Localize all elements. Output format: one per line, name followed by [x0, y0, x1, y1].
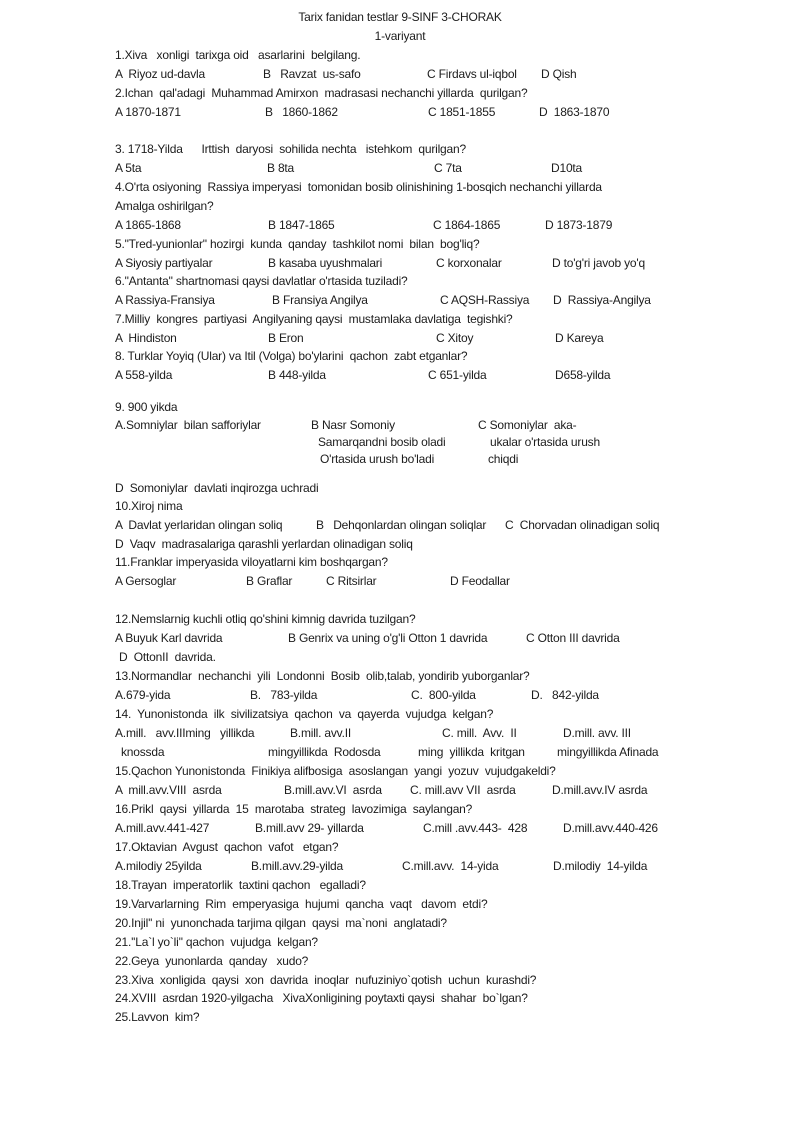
text-segment: A 1865-1868 — [115, 218, 181, 232]
text-line — [0, 897, 800, 913]
text-line — [0, 954, 800, 970]
text-segment: A Davlat yerlaridan olingan soliq — [115, 518, 283, 532]
text-line — [0, 764, 800, 780]
text-segment: C 651-yilda — [428, 368, 487, 382]
text-line — [0, 612, 800, 628]
text-segment: D.milodiy 14-yilda — [553, 859, 648, 873]
text-segment: A Rassiya-Fransiya — [115, 293, 215, 307]
text-line — [0, 518, 800, 534]
text-line — [0, 293, 800, 309]
text-segment: D Feodallar — [450, 574, 510, 588]
text-segment: 11.Franklar imperyasida viloyatlarni kim boshqargan? — [115, 555, 388, 569]
text-line — [0, 650, 800, 666]
text-segment: B 1847-1865 — [268, 218, 335, 232]
text-segment: 4.O'rta osiyoning Rassiya imperyasi tomonidan bosib olinishining 1-bosqich nechanchi yillarda — [115, 180, 602, 194]
text-segment: C. 800-yilda — [411, 688, 476, 702]
text-line — [0, 274, 800, 290]
text-segment: 18.Trayan imperatorlik taxtini qachon egalladi? — [115, 878, 366, 892]
text-line — [0, 218, 800, 234]
text-line — [0, 481, 800, 497]
text-segment: C. mill.avv VII asrda — [410, 783, 516, 797]
text-segment: 1.Xiva xonligi tarixga oid asarlarini belgilang. — [115, 48, 361, 62]
text-segment: 23.Xiva xonligida qaysi xon davrida inoqlar nufuziniyo`qotish uchun kurashdi? — [115, 973, 537, 987]
text-line — [0, 555, 800, 571]
text-segment: C Xitoy — [436, 331, 474, 345]
text-line — [0, 161, 800, 177]
text-segment: 19.Varvarlarning Rim emperyasiga hujumi qancha vaqt davom etdi? — [115, 897, 488, 911]
text-line — [0, 199, 800, 215]
text-segment: C 1851-1855 — [428, 105, 496, 119]
text-line — [0, 916, 800, 932]
text-segment: B Eron — [268, 331, 304, 345]
text-segment: A 1870-1871 — [115, 105, 181, 119]
text-segment: D.mill.avv.IV asrda — [552, 783, 648, 797]
text-line — [0, 48, 800, 64]
text-line — [0, 859, 800, 875]
text-segment: D Vaqv madrasalariga qarashli yerlardan olinadigan soliq — [115, 537, 413, 551]
text-segment: C Chorvadan olinadigan soliq — [505, 518, 660, 532]
text-line — [0, 331, 800, 347]
text-segment: A 558-yilda — [115, 368, 173, 382]
text-line — [0, 537, 800, 553]
text-segment: D. 842-yilda — [531, 688, 599, 702]
text-segment: 20.Injil'' ni yunonchada tarjima qilgan qaysi ma`noni anglatadi? — [115, 916, 447, 930]
text-segment: 3. 1718-Yilda Irttish daryosi sohilida nechta istehkom qurilgan? — [115, 142, 466, 156]
text-segment: 9. 900 yikda — [115, 400, 178, 414]
text-segment: A Buyuk Karl davrida — [115, 631, 223, 645]
text-line — [0, 973, 800, 989]
text-segment: D.mill. avv. III — [563, 726, 631, 740]
text-line — [0, 418, 800, 434]
text-segment: A 5ta — [115, 161, 142, 175]
text-line — [0, 312, 800, 328]
text-segment: C 7ta — [434, 161, 462, 175]
text-segment: A mill.avv.VIII asrda — [115, 783, 222, 797]
text-segment: 25.Lavvon kim? — [115, 1010, 200, 1024]
text-segment: 10.Xiroj nima — [115, 499, 183, 513]
text-segment: 13.Normandlar nechanchi yili Londonni Bosib olib,talab, yondirib yuborganlar? — [115, 669, 530, 683]
text-segment: C AQSH-Rassiya — [440, 293, 530, 307]
text-segment: A Gersoglar — [115, 574, 177, 588]
text-segment: D 1863-1870 — [539, 105, 610, 119]
text-segment: 22.Geya yunonlarda qanday xudo? — [115, 954, 309, 968]
text-line — [0, 707, 800, 723]
text-segment: D to'g'ri javob yo'q — [552, 256, 645, 270]
text-segment: 17.Oktavian Avgust qachon vafot etgan? — [115, 840, 339, 854]
text-segment: Amalga oshirilgan? — [115, 199, 214, 213]
text-segment: B Nasr Somoniy — [311, 418, 395, 432]
text-segment: 8. Turklar Yoyiq (Ular) va Itil (Volga) bo'ylarini qachon zabt etganlar? — [115, 349, 468, 363]
text-segment: A.mill. avv.IIIming yillikda — [115, 726, 255, 740]
text-line — [0, 669, 800, 685]
text-segment: ukalar o'rtasida urush — [490, 435, 600, 449]
text-segment: A.679-yida — [115, 688, 171, 702]
text-segment: 6."Antanta" shartnomasi qaysi davlatlar o'rtasida tuziladi? — [115, 274, 408, 288]
text-segment: B.mill.avv.VI asrda — [284, 783, 382, 797]
text-line — [0, 821, 800, 837]
text-line — [0, 726, 800, 742]
text-segment: C.mill.avv. 14-yida — [402, 859, 499, 873]
text-segment: Samarqandni bosib oladi — [318, 435, 446, 449]
text-segment: A.mill.avv.441-427 — [115, 821, 210, 835]
text-segment: chiqdi — [488, 452, 519, 466]
text-segment: A.Somniylar bilan safforiylar — [115, 418, 261, 432]
text-segment: B 1860-1862 — [265, 105, 338, 119]
text-segment: 24.XVIII asrdan 1920-yilgacha XivaXonligining poytaxti qaysi shahar bo`lgan? — [115, 991, 528, 1005]
text-segment: B 448-yilda — [268, 368, 326, 382]
text-segment: B.mill.avv 29- yillarda — [255, 821, 364, 835]
text-segment: B.mill. avv.II — [290, 726, 351, 740]
text-line — [0, 452, 800, 468]
text-line — [0, 400, 800, 416]
text-line — [0, 237, 800, 253]
text-segment: A Hindiston — [115, 331, 177, 345]
text-line — [0, 631, 800, 647]
text-segment: B.mill.avv.29-yilda — [251, 859, 344, 873]
text-line — [0, 499, 800, 515]
text-line — [0, 1010, 800, 1026]
text-segment: C.mill .avv.443- 428 — [423, 821, 528, 835]
text-line — [0, 574, 800, 590]
text-line — [0, 745, 800, 761]
text-segment: B 8ta — [267, 161, 295, 175]
text-line — [0, 256, 800, 272]
text-segment: O'rtasida urush bo'ladi — [320, 452, 435, 466]
text-segment: D10ta — [551, 161, 583, 175]
text-segment: 21.''La`l yo`li'' qachon vujudga kelgan? — [115, 935, 318, 949]
text-segment: D Qish — [541, 67, 577, 81]
text-line — [0, 688, 800, 704]
text-segment: B Ravzat us-safo — [263, 67, 361, 81]
text-line — [0, 802, 800, 818]
text-segment: C Ritsirlar — [326, 574, 377, 588]
text-line — [0, 142, 800, 158]
text-segment: knossda — [121, 745, 165, 759]
text-segment: C Somoniylar aka- — [478, 418, 577, 432]
text-segment: A.milodiy 25yilda — [115, 859, 202, 873]
text-segment: D 1873-1879 — [545, 218, 613, 232]
text-segment: B. 783-yilda — [250, 688, 318, 702]
text-segment: D Rassiya-Angilya — [553, 293, 651, 307]
text-segment: B Graflar — [246, 574, 293, 588]
variant-label: 1-variyant — [374, 29, 426, 43]
text-segment: A Riyoz ud-davla — [115, 67, 205, 81]
text-line — [0, 783, 800, 799]
text-segment: 7.Milliy kongres partiyasi Angilyaning qaysi mustamlaka davlatiga tegishki? — [115, 312, 513, 326]
text-line — [0, 840, 800, 856]
text-line — [0, 86, 800, 102]
text-segment: B Fransiya Angilya — [272, 293, 368, 307]
text-line — [0, 435, 800, 451]
text-segment: C korxonalar — [436, 256, 502, 270]
page-title: Tarix fanidan testlar 9-SINF 3-CHORAK — [298, 10, 502, 24]
text-segment: D658-yilda — [555, 368, 611, 382]
text-segment: D OttonII davrida. — [119, 650, 216, 664]
text-segment: 15.Qachon Yunonistonda Finikiya alifbosiga asoslangan yangi yozuv vujudgakeldi? — [115, 764, 556, 778]
text-segment: 5."Tred-yunionlar" hozirgi kunda qanday tashkilot nomi bilan bog'liq? — [115, 237, 480, 251]
text-segment: D.mill.avv.440-426 — [563, 821, 658, 835]
text-line — [0, 67, 800, 83]
text-segment: 12.Nemslarnig kuchli otliq qo'shini kimnig davrida tuzilgan? — [115, 612, 416, 626]
text-line — [0, 180, 800, 196]
text-line — [0, 878, 800, 894]
text-segment: ming yillikda kritgan — [418, 745, 525, 759]
text-segment: D Kareya — [555, 331, 604, 345]
text-line — [0, 991, 800, 1007]
text-segment: B Dehqonlardan olingan soliqlar — [316, 518, 487, 532]
text-line — [0, 105, 800, 121]
text-segment: 14. Yunonistonda ilk sivilizatsiya qachon va qayerda vujudga kelgan? — [115, 707, 494, 721]
text-segment: C Firdavs ul-iqbol — [427, 67, 517, 81]
text-segment: D Somoniylar davlati inqirozga uchradi — [115, 481, 319, 495]
text-line — [0, 349, 800, 365]
text-segment: 2.Ichan qal'adagi Muhammad Amirxon madrasasi nechanchi yillarda qurilgan? — [115, 86, 528, 100]
text-line — [0, 935, 800, 951]
text-segment: B kasaba uyushmalari — [268, 256, 383, 270]
text-segment: 16.Prikl qaysi yillarda 15 marotaba strateg lavozimiga saylangan? — [115, 802, 473, 816]
text-segment: C 1864-1865 — [433, 218, 501, 232]
text-segment: mingyillikda Afinada — [557, 745, 659, 759]
text-segment: B Genrix va uning o'g'li Otton 1 davrida — [288, 631, 488, 645]
text-segment: mingyillikda Rodosda — [268, 745, 381, 759]
text-segment: C. mill. Avv. II — [442, 726, 517, 740]
text-segment: A Siyosiy partiyalar — [115, 256, 213, 270]
text-line — [0, 368, 800, 384]
text-segment: C Otton III davrida — [526, 631, 620, 645]
